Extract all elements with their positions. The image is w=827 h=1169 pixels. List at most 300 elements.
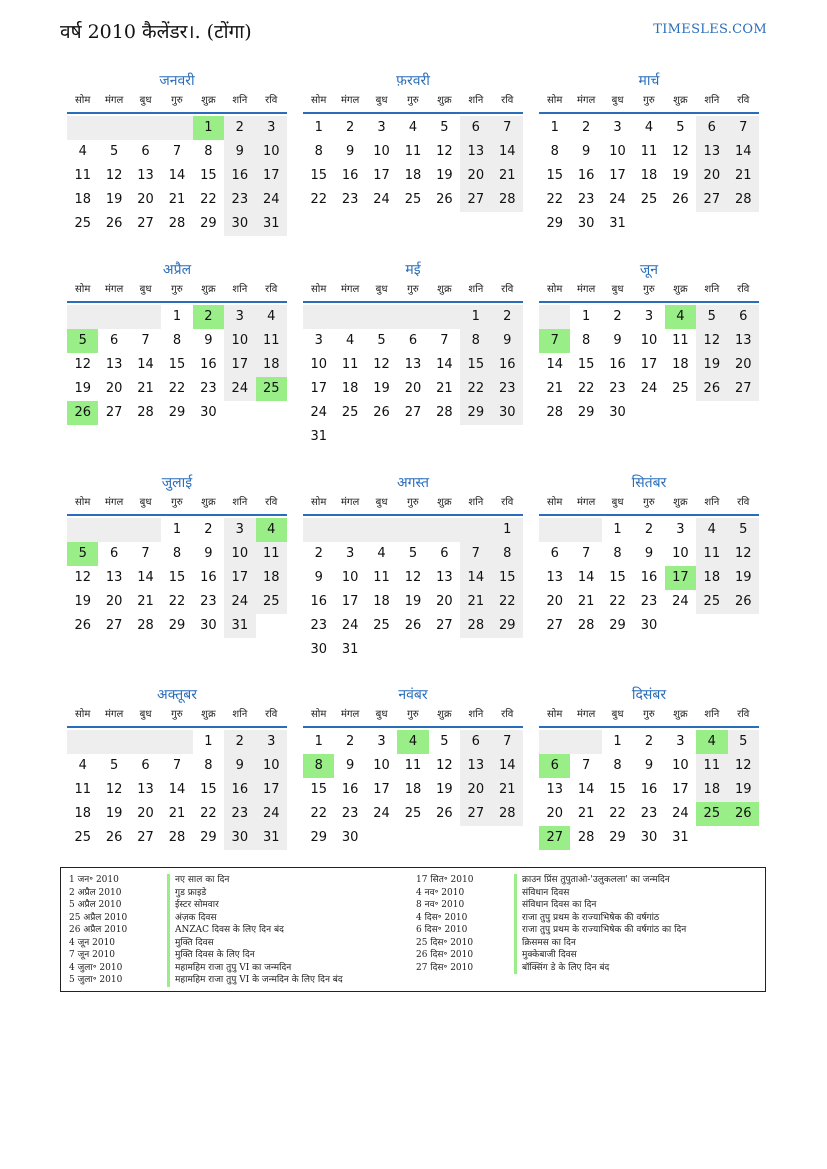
day-cell: 28 [492,188,523,212]
day-cell: 19 [672,168,689,183]
day-cell: 12 [74,357,91,372]
day-cell: 29 [310,830,327,845]
weekday-label: गुरु [407,497,419,508]
day-grid [539,116,759,236]
day-cell: 19 [74,594,91,609]
weekday-label: शुक्र [673,709,688,720]
day-cell: 11 [404,758,422,773]
day-cell: 22 [200,192,217,207]
day-cell: 28 [492,802,523,826]
weekday-label: गुरु [643,284,655,295]
day-cell: 20 [436,594,453,609]
weekday-label: मंगल [340,709,360,720]
holiday-name: बॉक्सिंग डे के लिए दिन बंद [514,962,609,975]
day-cell: 6 [141,758,150,773]
day-cell: 3 [224,518,255,542]
day-cell: 1 [581,309,591,324]
day-cell: 12 [728,754,759,778]
day-cell: 4 [665,305,696,329]
empty-cell [67,305,98,329]
weekday-label: सोम [75,284,91,295]
day-grid [67,518,287,638]
day-cell: 26 [436,806,453,821]
day-cell: 26 [436,192,453,207]
empty-cell [696,614,727,638]
day-cell: 13 [137,168,154,183]
weekday-label: सोम [547,95,563,106]
day-cell: 16 [200,570,217,585]
day-cell: 23 [200,381,217,396]
day-cell: 23 [492,377,523,401]
day-cell: 25 [341,405,359,420]
day-cell: 5 [728,518,759,542]
weekday-label: बुध [139,497,152,508]
day-cell: 1 [193,116,224,140]
day-cell: 20 [404,381,422,396]
month-calendar [67,70,287,236]
empty-cell [98,730,129,754]
day-cell: 15 [460,353,491,377]
day-cell: 22 [577,381,595,396]
day-cell: 16 [492,353,523,377]
day-cell: 6 [109,546,119,561]
day-cell: 1 [613,734,622,749]
site-link[interactable]: TIMESLES.COM [653,22,767,37]
day-cell: 20 [460,164,491,188]
day-cell: 15 [609,782,626,797]
day-cell: 19 [404,594,422,609]
month-calendar [303,472,523,662]
day-cell: 27 [105,405,123,420]
day-cell: 2 [193,305,224,329]
empty-cell [397,518,428,542]
day-cell: 14 [168,168,186,183]
legend-row [69,924,343,937]
day-cell: 24 [640,381,658,396]
day-cell: 8 [460,329,491,353]
holiday-date: 4 नव॰ 2010 [416,887,465,898]
day-cell: 14 [546,357,563,372]
holiday-date: 2 अप्रैल 2010 [69,887,122,898]
day-cell: 7 [172,144,182,159]
day-cell: 23 [640,594,658,609]
empty-cell [334,425,365,449]
day-cell: 5 [440,120,449,135]
weekday-label: गुरु [407,709,419,720]
empty-cell [161,730,192,754]
holiday-date: 26 दिस॰ 2010 [416,950,474,960]
month-calendar [539,70,759,236]
holiday-date: 26 अप्रैल 2010 [69,925,128,935]
day-cell: 23 [577,192,595,207]
day-cell: 12 [696,329,727,353]
day-cell: 11 [341,357,359,372]
day-cell: 19 [373,381,390,396]
day-cell: 28 [436,405,453,420]
day-cell: 24 [310,405,327,420]
day-cell: 3 [377,120,386,135]
legend-row [416,937,686,950]
empty-cell [397,425,428,449]
empty-cell [366,425,397,449]
holiday-name: ईस्टर सोमवार [167,899,219,912]
day-cell: 25 [696,802,727,826]
day-cell: 24 [373,806,390,821]
legend-row [416,962,686,975]
weekday-label: शनि [232,284,248,295]
legend-row [416,887,686,900]
holiday-date: 5 अप्रैल 2010 [69,900,122,910]
day-cell: 11 [696,754,727,778]
day-cell: 26 [105,216,123,231]
day-cell: 24 [224,590,255,614]
weekday-label: गुरु [171,497,183,508]
weekday-label: बुध [375,497,388,508]
empty-cell [696,401,727,425]
holiday-name: संविधान दिवस [514,887,569,900]
day-cell: 17 [373,782,390,797]
legend-row [69,874,343,887]
day-cell: 27 [137,830,154,845]
day-cell: 21 [436,381,453,396]
weekday-label: मंगल [576,497,596,508]
day-cell: 6 [460,730,491,754]
weekday-label: सोम [75,95,91,106]
day-cell: 24 [256,188,287,212]
weekday-label: बुध [611,497,624,508]
day-cell: 23 [310,618,327,633]
empty-cell [130,518,161,542]
day-cell: 13 [105,357,123,372]
day-cell: 27 [460,802,491,826]
weekday-label: रवि [737,497,750,508]
day-cell: 16 [224,778,255,802]
day-cell: 15 [609,570,626,585]
weekday-label: सोम [547,709,563,720]
day-cell: 8 [204,144,213,159]
day-cell: 9 [345,758,355,773]
day-cell: 20 [137,806,154,821]
empty-cell [366,305,397,329]
day-cell: 16 [640,570,658,585]
day-cell: 19 [74,381,91,396]
day-cell: 27 [546,618,563,633]
month-name: जून [639,262,659,278]
day-cell: 29 [492,614,523,638]
day-cell: 9 [345,144,355,159]
day-cell: 25 [74,216,91,231]
day-cell: 1 [204,734,213,749]
month-name: अप्रैल [162,262,192,278]
empty-cell [397,638,428,662]
weekday-label: शनि [468,284,484,295]
day-cell: 20 [696,164,727,188]
holiday-name: ANZAC दिवस के लिए दिन बंद [167,924,284,937]
day-cell: 15 [310,782,327,797]
day-cell: 30 [492,401,523,425]
weekday-label: शनि [468,709,484,720]
month-name: फ़रवरी [396,73,430,89]
day-cell: 9 [581,144,591,159]
empty-cell [334,518,365,542]
day-cell: 25 [404,806,422,821]
day-cell: 25 [74,830,91,845]
day-cell: 22 [460,377,491,401]
day-cell: 5 [440,734,449,749]
day-cell: 23 [609,381,626,396]
day-cell: 20 [105,381,123,396]
day-cell: 3 [256,116,287,140]
day-cell: 24 [224,377,255,401]
day-cell: 17 [373,168,390,183]
day-cell: 30 [640,618,658,633]
day-cell: 21 [577,594,595,609]
day-cell: 9 [204,333,213,348]
empty-cell [429,305,460,329]
day-cell: 1 [550,120,559,135]
legend-row [416,924,686,937]
day-cell: 4 [345,333,355,348]
day-cell: 11 [373,570,390,585]
day-cell: 23 [224,802,255,826]
day-cell: 3 [256,730,287,754]
day-cell: 11 [640,144,658,159]
day-cell: 29 [609,830,626,845]
month-calendar [67,472,287,638]
day-cell: 16 [609,357,626,372]
weekday-label: गुरु [643,95,655,106]
day-cell: 19 [696,353,727,377]
day-cell: 12 [436,758,453,773]
holiday-date: 4 जुला॰ 2010 [69,962,123,973]
day-cell: 6 [109,333,119,348]
day-cell: 19 [105,806,123,821]
day-cell: 15 [577,357,595,372]
day-cell: 22 [310,192,327,207]
day-cell: 7 [581,758,591,773]
weekday-label: सोम [311,284,327,295]
weekday-label: शनि [704,497,720,508]
empty-cell [539,730,570,754]
holiday-date: 4 जून 2010 [69,937,116,948]
day-cell: 1 [492,518,523,542]
day-cell: 5 [109,758,119,773]
day-cell: 21 [492,164,523,188]
holiday-name: संविधान दिवस का दिन [514,899,596,912]
day-cell: 10 [310,357,327,372]
day-cell: 4 [78,758,87,773]
day-cell: 14 [137,570,154,585]
day-cell: 16 [640,782,658,797]
holiday-date: 4 दिस॰ 2010 [416,912,468,923]
weekday-label: शनि [704,95,720,106]
weekday-label: रवि [737,284,750,295]
day-cell: 27 [436,618,453,633]
weekday-label: रवि [265,709,278,720]
day-cell: 8 [314,144,323,159]
day-cell: 19 [436,168,453,183]
empty-cell [429,518,460,542]
day-cell: 30 [200,618,217,633]
legend-row [69,962,343,975]
empty-cell [67,730,98,754]
day-cell: 21 [137,594,154,609]
day-cell: 3 [345,546,355,561]
day-cell: 10 [341,570,359,585]
day-cell: 30 [577,216,595,231]
day-cell: 17 [224,353,255,377]
weekday-label: बुध [375,95,388,106]
day-cell: 26 [373,405,390,420]
day-cell: 20 [546,594,563,609]
day-cell: 1 [460,305,491,329]
weekday-label: रवि [737,95,750,106]
legend-row [69,937,343,950]
day-cell: 29 [200,830,217,845]
day-cell: 20 [137,192,154,207]
day-cell: 30 [200,405,217,420]
day-cell: 1 [172,309,182,324]
day-cell: 24 [373,192,390,207]
day-cell: 29 [168,405,186,420]
day-cell: 16 [310,594,327,609]
day-cell: 28 [728,188,759,212]
day-cell: 8 [613,758,622,773]
weekday-label: शनि [232,709,248,720]
day-cell: 24 [341,618,359,633]
holiday-date: 7 जून 2010 [69,950,116,960]
month-name: मार्च [638,73,660,89]
day-cell: 18 [672,357,689,372]
weekday-label: शुक्र [201,95,216,106]
weekday-label: गुरु [171,709,183,720]
empty-cell [256,614,287,638]
day-cell: 11 [404,144,422,159]
day-cell: 13 [696,140,727,164]
weekday-label: सोम [311,95,327,106]
day-cell: 5 [377,333,386,348]
day-cell: 6 [440,546,449,561]
day-cell: 2 [644,522,654,537]
day-cell: 17 [224,566,255,590]
holiday-date: 8 नव॰ 2010 [416,900,465,910]
day-cell: 18 [696,566,727,590]
day-cell: 12 [74,570,91,585]
day-cell: 20 [460,778,491,802]
day-cell: 6 [696,116,727,140]
weekday-label: शुक्र [201,284,216,295]
holiday-name: महामहिम राजा तुपु VI के जन्मदिन के लिए दिन बंद [167,974,343,987]
day-cell: 5 [696,305,727,329]
empty-cell [665,212,696,236]
holiday-name: क्राउन प्रिंस तुपुताओ-'उलुकलला' का जन्मदिन [514,874,670,887]
day-cell: 18 [373,594,390,609]
weekday-label: रवि [265,95,278,106]
day-cell: 31 [256,826,287,850]
day-cell: 2 [581,120,591,135]
day-cell: 12 [672,144,689,159]
day-cell: 2 [345,734,355,749]
day-cell: 26 [728,590,759,614]
day-cell: 17 [609,168,626,183]
weekday-label: रवि [501,95,514,106]
day-grid [303,730,523,850]
weekday-label: शनि [704,284,720,295]
month-calendar [303,684,523,850]
weekday-label: शुक्र [673,284,688,295]
day-cell: 24 [256,802,287,826]
day-cell: 8 [581,333,591,348]
empty-cell [570,518,601,542]
day-cell: 1 [314,734,323,749]
empty-cell [67,116,98,140]
weekday-label: शनि [232,95,248,106]
empty-cell [429,826,460,850]
day-cell: 9 [224,140,255,164]
day-cell: 12 [105,168,123,183]
legend-column-left [69,874,343,987]
day-cell: 4 [696,730,727,754]
day-cell: 22 [200,806,217,821]
weekday-label: बुध [139,284,152,295]
day-cell: 10 [672,758,689,773]
day-cell: 7 [141,333,150,348]
day-cell: 22 [168,594,186,609]
weekday-label: शुक्र [201,709,216,720]
day-cell: 27 [696,188,727,212]
weekday-label: शुक्र [673,497,688,508]
weekday-label: गुरु [171,95,183,106]
day-cell: 6 [539,754,570,778]
holiday-date: 6 दिस॰ 2010 [416,925,468,935]
day-cell: 16 [577,168,595,183]
day-cell: 4 [408,120,418,135]
day-cell: 7 [492,730,523,754]
weekday-label: मंगल [340,497,360,508]
holiday-name: नए साल का दिन [167,874,229,887]
day-grid [67,116,287,236]
empty-cell [460,425,491,449]
day-cell: 27 [539,826,570,850]
weekday-label: मंगल [576,95,596,106]
weekday-label: बुध [611,95,624,106]
legend-column-right [416,874,686,974]
empty-cell [492,638,523,662]
day-cell: 13 [460,754,491,778]
weekday-label: सोम [75,709,91,720]
day-cell: 29 [200,216,217,231]
day-cell: 26 [67,401,98,425]
day-cell: 13 [105,570,123,585]
month-calendar [539,472,759,638]
day-cell: 26 [696,377,727,401]
weekday-header [67,92,287,114]
day-cell: 28 [577,618,595,633]
day-cell: 6 [728,305,759,329]
day-cell: 10 [373,758,390,773]
weekday-label: बुध [611,284,624,295]
day-cell: 24 [672,594,689,609]
day-cell: 31 [224,614,255,638]
weekday-label: सोम [311,709,327,720]
day-cell: 2 [204,522,213,537]
day-cell: 4 [256,518,287,542]
empty-cell [98,305,129,329]
empty-cell [728,212,759,236]
day-cell: 2 [492,305,523,329]
weekday-header [67,281,287,303]
day-cell: 17 [256,164,287,188]
